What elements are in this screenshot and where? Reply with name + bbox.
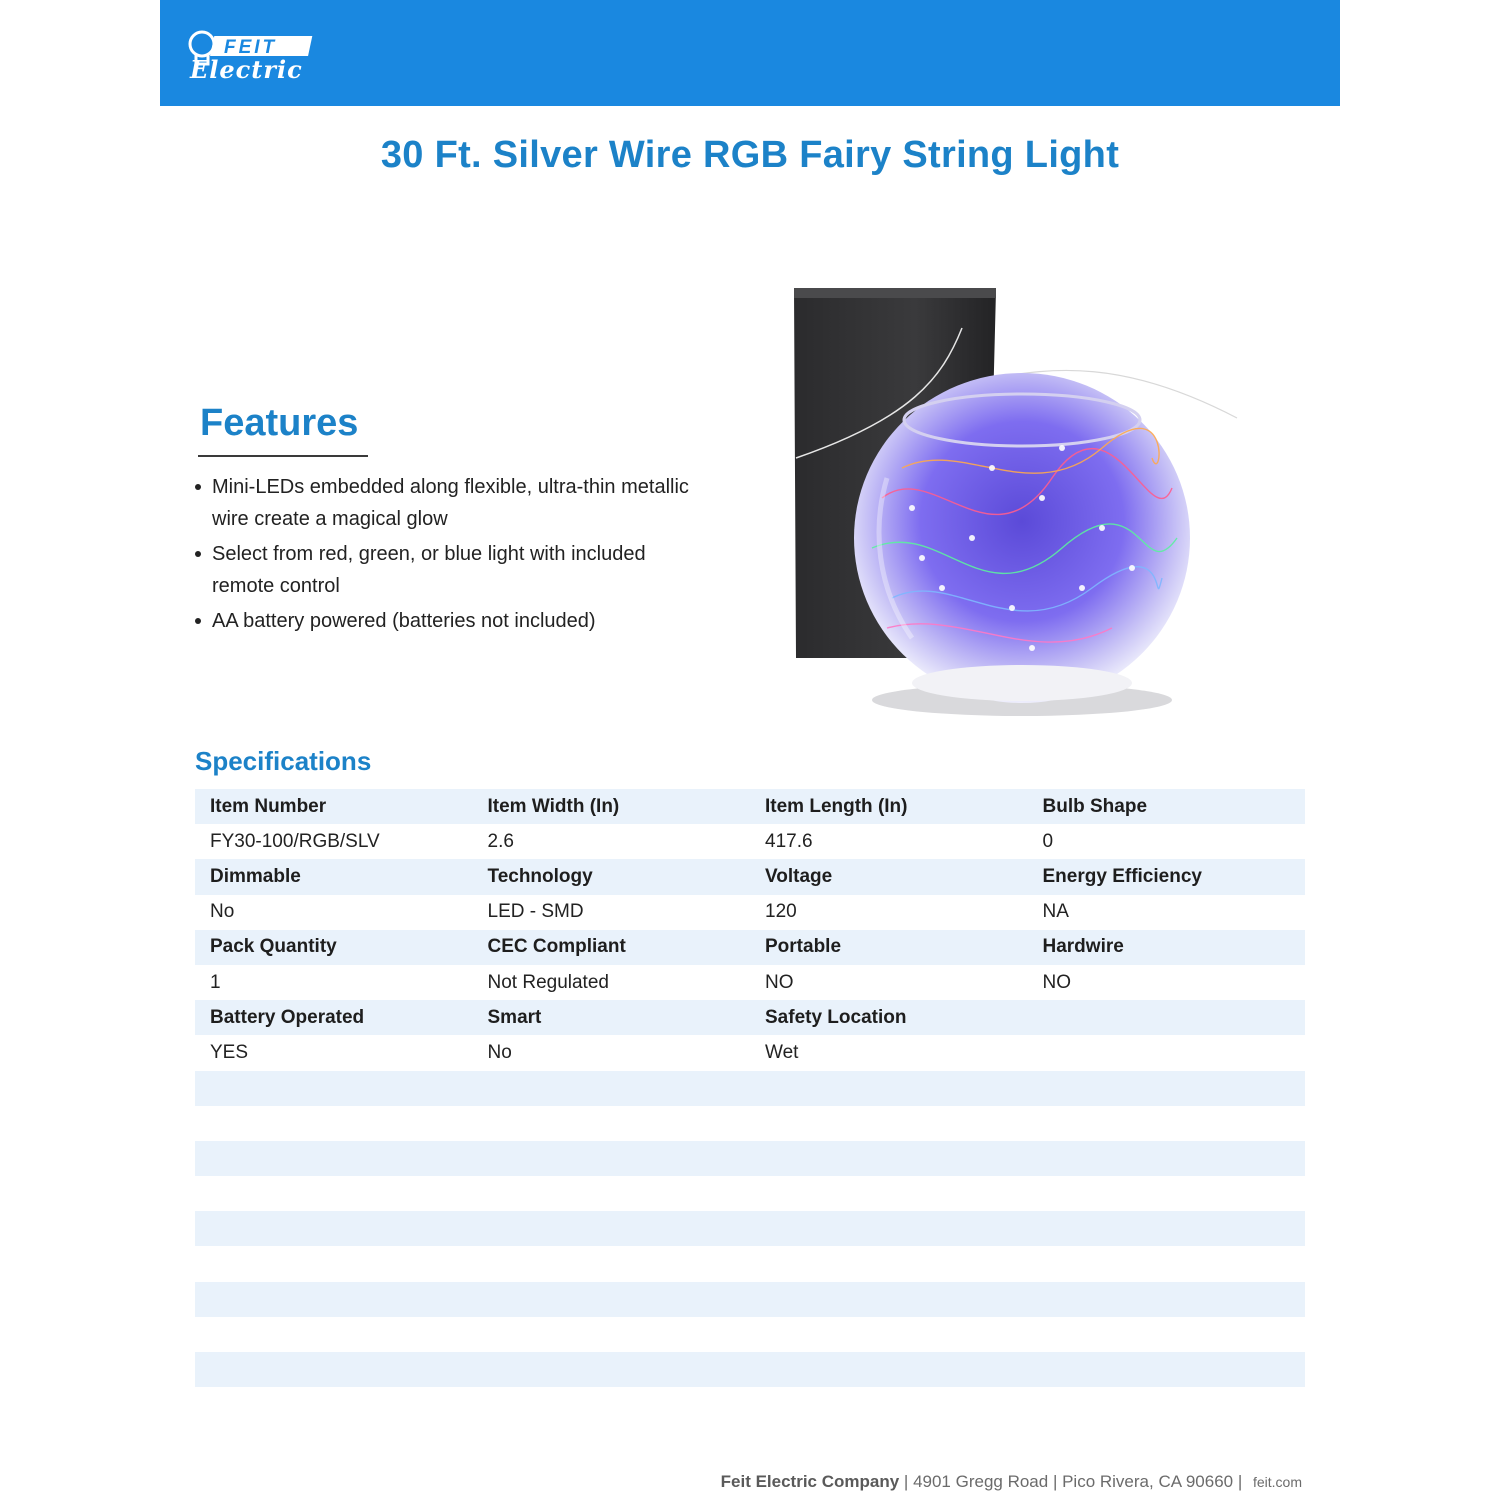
spec-value: No (210, 901, 235, 923)
spec-empty-row (195, 1282, 1305, 1317)
spec-label: CEC Compliant (487, 936, 626, 958)
spec-empty-row (195, 1317, 1305, 1352)
features-divider (198, 455, 368, 457)
spec-empty-row (195, 1211, 1305, 1246)
spec-label: Energy Efficiency (1042, 865, 1202, 887)
spec-empty-row (195, 1176, 1305, 1211)
spec-empty-row (195, 1352, 1305, 1387)
spec-label: Item Number (210, 795, 327, 817)
spec-label-row (195, 859, 1305, 894)
spec-value: No (487, 1041, 512, 1063)
spec-label: Item Width (In) (487, 795, 620, 817)
spec-value: Wet (765, 1041, 799, 1063)
spec-value-row (195, 965, 1305, 1000)
footer-address: | 4901 Gregg Road | Pico Rivera, CA 90660 | (899, 1472, 1247, 1491)
spec-value: LED - SMD (487, 901, 584, 923)
spec-value: 417.6 (765, 830, 813, 852)
feature-item: Mini-LEDs embedded along flexible, ultra-thin metallic wire create a magical glow (190, 471, 710, 535)
page-title: 30 Ft. Silver Wire RGB Fairy String Light (380, 134, 1120, 176)
spec-label: Bulb Shape (1042, 795, 1148, 817)
feature-item: AA battery powered (batteries not included) (190, 605, 710, 637)
spec-value: 1 (210, 971, 221, 993)
spec-label: Battery Operated (210, 1006, 365, 1028)
feature-item: Select from red, green, or blue light with included remote control (190, 538, 710, 602)
spec-label: Technology (487, 865, 593, 887)
spec-label: Hardwire (1042, 936, 1124, 958)
spec-value: NO (765, 971, 794, 993)
specifications-heading: Specifications (195, 746, 372, 776)
spec-value: 0 (1042, 830, 1054, 852)
spec-value: YES (210, 1041, 249, 1063)
spec-value-row (195, 824, 1305, 859)
spec-label: Safety Location (765, 1006, 907, 1028)
spec-label: Voltage (765, 865, 833, 887)
item-number-link[interactable]: FY30-100/RGB/SLV (210, 830, 380, 852)
header-bar (160, 0, 1340, 106)
spec-value: 2.6 (487, 830, 514, 852)
spec-value: NO (1042, 971, 1071, 993)
footer-company: Feit Electric Company (720, 1472, 900, 1491)
svg-text:Electric: Electric (190, 55, 303, 84)
spec-label: Item Length (In) (765, 795, 908, 817)
spec-empty-row (195, 1246, 1305, 1281)
spec-label-row (195, 789, 1305, 824)
spec-empty-row (195, 1071, 1305, 1106)
spec-value-row (195, 1035, 1305, 1070)
spec-value-row (195, 895, 1305, 930)
features-section (190, 402, 710, 640)
svg-text:FEIT: FEIT (224, 37, 278, 58)
spec-label-row (195, 1000, 1305, 1035)
product-photo (792, 288, 1242, 728)
spec-label: Smart (487, 1006, 542, 1028)
feit-electric-logo[interactable] (186, 28, 326, 84)
footer (721, 1472, 1302, 1492)
spec-label: Dimmable (210, 865, 301, 887)
spec-label: Portable (765, 936, 842, 958)
specifications-table (195, 789, 1305, 1387)
features-heading: Features (200, 402, 359, 444)
spec-label: Pack Quantity (210, 936, 337, 958)
features-list (190, 471, 710, 637)
spec-empty-row (195, 1141, 1305, 1176)
spec-empty-row (195, 1106, 1305, 1141)
spec-value: 120 (765, 901, 797, 923)
spec-value: NA (1042, 901, 1069, 923)
spec-label-row (195, 930, 1305, 965)
footer-website-link[interactable]: feit.com (1252, 1474, 1302, 1490)
spec-value: Not Regulated (487, 971, 609, 993)
